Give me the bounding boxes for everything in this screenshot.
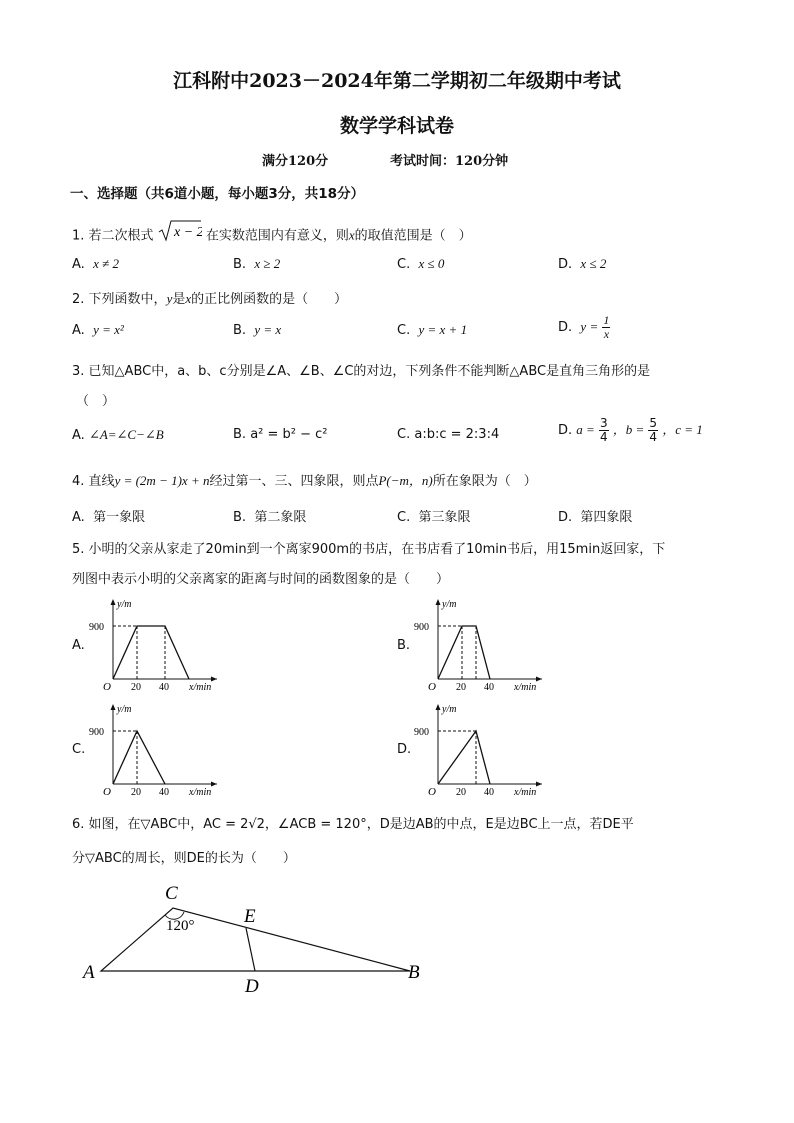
y-tick: 900 <box>89 622 104 633</box>
y-axis-label: y/m <box>117 599 132 610</box>
x-tick: 40 <box>484 787 494 798</box>
x-axis-arrow <box>536 782 542 787</box>
option-c[interactable]: C. y = x + 1 <box>397 322 468 338</box>
graph-a-label[interactable]: A. <box>72 638 85 653</box>
question-5-line2: 列图中表示小明的父亲离家的距离与时间的函数图象的是（ ） <box>72 572 450 587</box>
y-tick: 900 <box>414 727 429 738</box>
y-axis-arrow <box>436 599 441 605</box>
question-4: 4. 直线y = (2m − 1)x + n经过第一、三、四象限，则点P(−m，n)所在象限为（ ） <box>72 473 537 489</box>
y-axis-label: y/m <box>442 599 457 610</box>
label-a: A <box>83 962 95 983</box>
option-d[interactable]: D. a = $\frac{3}{4}$ ，b = $\frac{5}{4}$ ，c = 1 <box>558 416 703 444</box>
option-a[interactable]: A. 第一象限 <box>72 510 146 525</box>
graph-d-label[interactable]: D. <box>397 742 412 757</box>
option-b[interactable]: B. y = x <box>233 322 282 338</box>
y-tick: 900 <box>89 727 104 738</box>
graph-b[interactable] <box>410 595 560 695</box>
y-axis-arrow <box>111 704 116 710</box>
radical <box>158 219 202 247</box>
option-d[interactable]: D. y = $\frac{1}{x}$ <box>558 313 610 341</box>
y-axis-arrow <box>111 599 116 605</box>
question-6-line2: 分▽ABC的周长，则DE的长为（ ） <box>72 851 296 866</box>
origin-label: O <box>103 786 111 798</box>
origin-label: O <box>103 681 111 693</box>
option-d[interactable]: D. x ≤ 2 <box>558 256 607 272</box>
triangle-figure <box>70 872 440 1002</box>
y-axis-arrow <box>436 704 441 710</box>
y-tick: 900 <box>414 622 429 633</box>
y-axis-label: y/m <box>442 704 457 715</box>
x-tick: 40 <box>159 787 169 798</box>
graph-c[interactable] <box>85 700 235 800</box>
origin-label: O <box>428 786 436 798</box>
question-number: 3. <box>72 364 85 379</box>
option-c[interactable]: C. 第三象限 <box>397 510 471 525</box>
label-c: C <box>165 883 178 904</box>
x-tick: 40 <box>159 682 169 693</box>
x-tick: 40 <box>484 682 494 693</box>
graph-line <box>113 626 189 679</box>
fraction: $\frac{1}{x}$ <box>603 313 610 341</box>
origin-label: O <box>428 681 436 693</box>
x-axis-label: x/min <box>514 682 537 693</box>
x-tick: 20 <box>131 787 141 798</box>
question-number: 6. <box>72 817 85 832</box>
option-b[interactable]: B. 第二象限 <box>233 510 307 525</box>
x-axis-arrow <box>211 677 217 682</box>
x-axis-label: x/min <box>514 787 537 798</box>
full-score: 满分120分 <box>262 154 329 169</box>
option-a[interactable]: A. x ≠ 2 <box>72 256 119 272</box>
segment-de <box>246 928 255 971</box>
option-a[interactable]: A. y = x² <box>72 322 124 338</box>
graph-c-label[interactable]: C. <box>72 742 86 757</box>
label-b: B <box>408 962 420 983</box>
x-tick: 20 <box>131 682 141 693</box>
option-c[interactable]: C. a:b:c = 2:3:4 <box>397 427 500 442</box>
graph-line <box>438 731 490 784</box>
x-tick: 20 <box>456 682 466 693</box>
angle-label: 120° <box>166 918 195 934</box>
y-axis-label: y/m <box>117 704 132 715</box>
question-6: 6. 如图，在▽ABC中，AC = 2√2，∠ACB = 120°，D是边AB的中点，E是边BC上一点，若DE平 <box>72 817 634 832</box>
x-axis-label: x/min <box>189 682 212 693</box>
label-d: D <box>245 976 259 997</box>
label-e: E <box>244 906 256 927</box>
question-3-paren: （ ） <box>76 394 116 409</box>
graph-line <box>113 731 165 784</box>
graph-b-label[interactable]: B. <box>397 638 411 653</box>
x-axis-arrow <box>536 677 542 682</box>
question-1: 1. 若二次根式 x − 2 在实数范围内有意义，则x的取值范围是（ ） <box>72 222 472 250</box>
page-title: 江科附中2023－2024年第二学期初二年级期中考试 <box>173 70 621 92</box>
option-b[interactable]: B. a² = b² − c² <box>233 427 328 442</box>
exam-time: 考试时间：120分钟 <box>390 154 509 169</box>
question-number: 1. <box>72 228 85 244</box>
option-b[interactable]: B. x ≥ 2 <box>233 256 281 272</box>
page-subtitle: 数学学科试卷 <box>339 115 454 137</box>
graph-a[interactable] <box>85 595 235 695</box>
x-tick: 20 <box>456 787 466 798</box>
svg-text:x − 2: x − 2 <box>173 225 202 240</box>
question-5: 5. 小明的父亲从家走了20min到一个离家900m的书店，在书店看了10min书后，用15min返回家，下 <box>72 542 666 557</box>
graph-d[interactable] <box>410 700 560 800</box>
graph-line <box>438 626 490 679</box>
question-2: 2. 下列函数中，y是x的正比例函数的是（ ） <box>72 291 348 307</box>
question-number: 5. <box>72 542 85 557</box>
x-axis-label: x/min <box>189 787 212 798</box>
option-a[interactable]: A. ∠A=∠C−∠B <box>72 427 164 443</box>
question-3: 3. 已知△ABC中，a、b、c分别是∠A、∠B、∠C的对边，下列条件不能判断△ABC是直角三角形的是 <box>72 364 651 379</box>
section-heading: 一、选择题（共6道小题，每小题3分，共18分） <box>70 186 365 202</box>
sqrt-sign <box>158 219 202 243</box>
option-d[interactable]: D. 第四象限 <box>558 510 633 525</box>
fraction: $\frac{5}{4}$ <box>649 416 658 444</box>
question-number: 2. <box>72 292 85 307</box>
question-number: 4. <box>72 474 85 489</box>
fraction: $\frac{3}{4}$ <box>599 416 608 444</box>
option-c[interactable]: C. x ≤ 0 <box>397 256 445 272</box>
x-axis-arrow <box>211 782 217 787</box>
